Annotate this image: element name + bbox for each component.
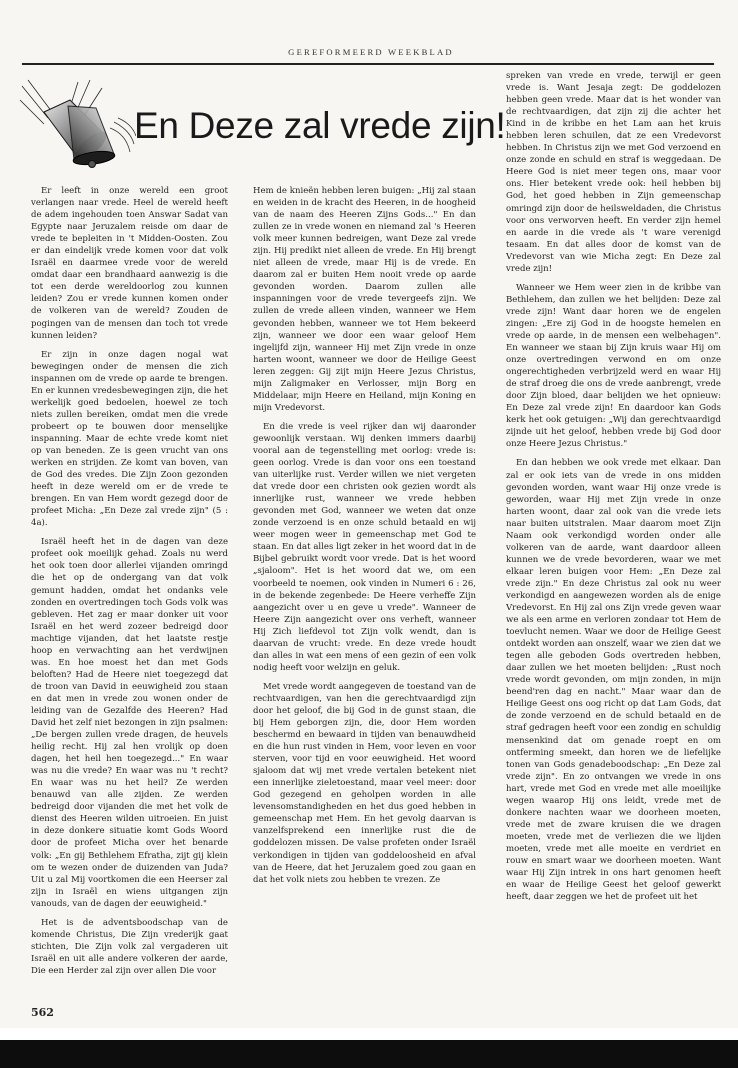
bells-icon: [18, 78, 136, 170]
running-header: GEREFORMEERD WEEKBLAD: [288, 47, 454, 57]
paragraph: Israël heeft het in de dagen van deze profeet ook moeilijk gehad. Zoals nu werd het ook toen door allerlei vijanden omringd die het op de ondergang van dat volk gemunt hadden, omdat het ondanks vele zonden en overtredingen toch Gods volk was gebleven. Het zag er maar donker uit voor Israël en het werd zozeer bedreigd door machtige vijanden, dat het laatste restje hoop en verwachting aan het verdwijnen was. En hoe moest het dan met Gods beloften? Had de Heere niet toegezegd dat de troon van David in eeuwigheid zou staan en dat men in vrede zou wonen onder de leiding van de Gezalfde des Heeren? Had David het zelf niet bezongen in zijn psalmen: „De bergen zullen vrede dragen, de heuvels heilig recht. Hij zal hen vrolijk op doen dagen, het heil hen toegezegd..." En waar was nu die vrede? En waar was nu 't recht? En waar was nu het heil? Ze werden benauwd van alle zijden. Ze werden bedreigd door vijanden die met het volk de dienst des Heeren wilden uitroeien. En juist in deze donkere situatie komt Gods Woord door de profeet Micha over het benarde volk: „En gij Bethlehem Efratha, zijt gij klein om te wezen onder de duizenden van Juda? Uit u zal Mij voortkomen die een Heerser zal zijn in Israël en wiens uitgangen zijn vanouds, van de dagen der eeuwigheid.": [31, 537, 228, 909]
article-column-1: [31, 185, 228, 983]
paragraph: spreken van vrede en vrede, terwijl er geen vrede is. Want Jesaja zegt: De goddelozen hebben geen vrede. Maar dat is het wonder van de rechtvaardigen, dat zijn zij die achter het Kind in de kribbe en het Lam aan het kruis hebben leren schuilen, dat ze een Vredevorst hebben. In Christus zijn we met God verzoend en onze zonde en schuld en straf is weggedaan. De Heere God is niet meer tegen ons, maar voor ons. Hier betekent vrede ook: heil hebben bij God, het goed hebben in Zijn gemeenschap omringd zijn door de heilsweldaden, die Christus voor ons verworven heeft. En verder zijn hemel en aarde in die vrede als 't ware verenigd tesaam. En dat alles door de komst van de Vredevorst van wie Micha zegt: En Deze zal vrede zijn!: [506, 71, 721, 274]
paragraph: Er leeft in onze wereld een groot verlangen naar vrede. Heel de wereld heeft de adem ingehouden toen Answar Sadat van Egypte naar Jeruzalem reisde om daar de vrede te bepleiten in 't Midden-Oosten. Zou er dan eindelijk vrede komen voor dat volk Israël en daarmee vrede voor de wereld omdat daar een brandhaard aanwezig is die tot een derde wereldoorlog zou kunnen leiden? Zou er vrede kunnen komen onder de volkeren van de wereld? Zouden de pogingen van de mensen dan toch tot vrede kunnen leiden?: [31, 186, 228, 341]
paragraph: En die vrede is veel rijker dan wij daaronder gewoonlijk verstaan. Wij denken immers daarbij vooral aan de tegenstelling met oorlog: vrede is: geen oorlog. Vrede is dan voor ons een toestand van uiterlijke rust. Verder willen we niet vergeten dat vrede door een christen ook gezien wordt als innerlijke rust, wanneer we vrede hebben gevonden met God, wanneer we weten dat onze zonde verzoend is en onze schuld betaald en wij weer mogen weer in gemeenschap met God te staan. En dat alles ligt zeker in het woord dat in de Bijbel gebruikt wordt voor vrede. Dat is het woord „sjaloom". Het is het woord dat we, om een voorbeeld te noemen, ook vinden in Numeri 6 : 26, in de bekende zegenbede: De Heere verheffe Zijn aangezicht over u en geve u vrede". Wanneer de Heere Zijn aangezicht over ons verheft, wanneer Hij Zich liefdevol tot Zijn volk wendt, dan is daarvan de vrucht: vrede. En deze vrede houdt dan alles in wat een mens of een gezin of een volk nodig heeft voor welzijn en geluk.: [253, 421, 476, 673]
paragraph: Met vrede wordt aangegeven de toestand van de rechtvaardigen, van hen die gerechtvaardigd zijn door het geloof, die bij God in de gunst staan, die bij Hem geborgen zijn, die, door Hem worden beschermd en bewaard in tijden van benauwdheid en die hun rust vinden in Hem, voor leven en voor sterven, voor tijd en voor eeuwigheid. Het woord sjaloom dat wij met vrede vertalen betekent niet een innerlijke zieletoestand, maar veel meer: door God gezegend en geholpen worden in alle levensomstandigheden en het dus goed hebben in gemeenschap met Hem. En het gevolg daarvan is vanzelfsprekend een innerlijke rust die de goddelozen missen. De valse profeten onder Israël verkondigen in tijden van goddeloosheid en afval van de Heere, dat het Jeruzalem goed zou gaan en dat het volk niets zou hebben te vrezen. Ze: [253, 681, 476, 885]
paragraph: Wanneer we Hem weer zien in de kribbe van Bethlehem, dan zullen we het belijden: Deze zal vrede zijn! Want daar horen we de engelen zingen: „Ere zij God in de hoogste hemelen en vrede op aarde, in de mensen een welbehagen". En wanneer we staan bij Zijn kruis waar Hij om onze overtredingen verwond en om onze ongerechtigheden verbrijzeld werd en waar Hij de straf droeg die ons de vrede aanbrengt, vrede door Zijn bloed, daar belijden we het opnieuw: En Deze zal vrede zijn! En daardoor kan Gods kerk het ook getuigen: „Wij dan gerechtvaardigd zijnde uit het geloof, hebben vrede bij God door onze Heere Jezus Christus.": [506, 282, 721, 450]
scan-margin: [0, 1028, 738, 1040]
article-column-3: [506, 70, 721, 983]
page-number: 562: [31, 1006, 54, 1019]
paragraph: Er zijn in onze dagen nogal wat bewegingen onder de mensen die zich inspannen om de vrede op aarde te brengen. En er kunnen vredesbewegingen zijn, die het werkelijk goed bedoelen, hoewel ze toch niets zullen bereiken, omdat men die vrede probeert op te bouwen door menselijke inspanning. Maar de echte vrede komt niet op van beneden. Ze is geen vrucht van ons werken en strijden. Ze komt van boven, van de God des vredes. Die Zijn Zoon gezonden heeft in deze wereld om er de vrede te brengen. En van Hem wordt gezegd door de profeet Micha: „En Deze zal vrede zijn" (5 : 4a).: [31, 349, 228, 529]
article-column-2: [253, 185, 476, 983]
scan-edge: [0, 1040, 738, 1068]
header-rule: [22, 63, 714, 65]
paragraph: Het is de adventsboodschap van de komende Christus, Die Zijn vrederijk gaat stichten, Die Zijn volk zal vergaderen uit Israël en uit alle andere volkeren der aarde, Die een Herder zal zijn over allen Die voor: [31, 917, 228, 976]
paragraph: En dan hebben we ook vrede met elkaar. Dan zal er ook iets van de vrede in ons midden gevonden worden, want waar Hij onze vrede is geworden, waar Hij met Zijn vrede in onze harten woont, daar zal ook van die vrede iets naar buiten uitstralen. Maar daarom moet Zijn Naam ook verkondigd worden onder alle volkeren van de aarde, want daardoor alleen kunnen we de vrede bevorderen, waar we met elkaar leren buigen voor Hem: „En Deze zal vrede zijn." En deze Christus zal ook nu weer verkondigd en aangewezen worden als de enige Vredevorst. En Hij zal ons Zijn vrede geven waar we als een arme en verloren zondaar tot Hem de toevlucht nemen. Waar we door de Heilige Geest ontdekt worden aan onszelf, waar we zien dat we tegen alle geboden Gods overtreden hebben, daar zullen we het moeten belijden: „Rust noch vrede wordt gevonden, om mijn zonden, in mijn beend'ren dag en nacht." Maar waar dan de Heilige Geest ons oog richt op dat Lam Gods, dat de zonde verzoend en de schuld betaald en de straf gedragen heeft voor een zondig en schuldig mensenkind dat om genade roept en om ontferming smeekt, dan horen we de liefelijke tonen van Gods genadeboodschap: „En Deze zal vrede zijn". En zo ontvangen we vrede in ons hart, vrede met God en vrede met alle moeilijke wegen waarop Hij ons leidt, vrede met de donkere nachten waar we doorheen moeten, vrede met de zware kruisen die we dragen moeten, vrede met de verliezen die we lijden moeten, vrede met alle moeite en verdriet en rouw en smart waar we doorheen moeten. Want waar Hij Zijn intrek in ons hart genomen heeft en waar de Heilige Geest het geloof gewerkt heeft, daar zeggen we het de profeet uit het: [506, 458, 721, 903]
article-title: En Deze zal vrede zijn!: [134, 105, 506, 146]
paragraph: Hem de knieën hebben leren buigen: „Hij zal staan en weiden in de kracht des Heeren, in de hoogheid van de naam des Heeren Zijns Gods..." En dan zullen ze in vrede wonen en niemand zal 's Heeren volk meer kunnen bedreigen, want Deze zal vrede zijn. Hij predikt niet alleen de vrede. En Hij brengt niet alleen de vrede, maar Hij is de vrede. En daarom zal er buiten Hem nooit vrede op aarde gevonden worden. Daarom zullen alle inspanningen voor de vrede tevergeefs zijn. We zullen de vrede alleen vinden, wanneer we Hem gevonden hebben, wanneer we tot Hem bekeerd zijn, wanneer we door een waar geloof Hem ingelijfd zijn, wanneer Hij met Zijn vrede in onze harten woont, wanneer we door de Heilige Geest leren zeggen: Gij zijt mijn Heere Jezus Christus, mijn Zaligmaker en Verlosser, mijn Borg en Middelaar, mijn Heere en Heiland, mijn Koning en mijn Vredevorst.: [253, 186, 476, 413]
